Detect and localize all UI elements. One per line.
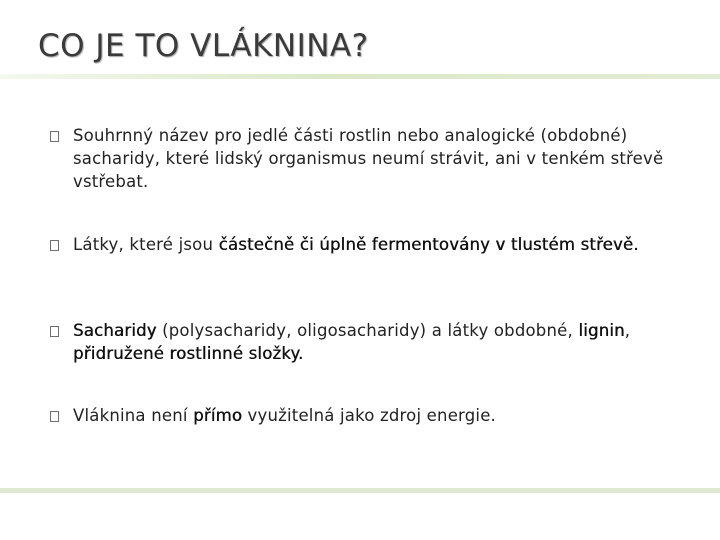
slide-title: CO JE TO VLÁKNINA? xyxy=(38,28,369,64)
bullet-3-text-plain-1: (polysacharidy, oligosacharidy) a látky obdobné, xyxy=(156,321,579,340)
bullet-4-text-plain-1: Vláknina není xyxy=(73,406,194,425)
bullet-text-3 xyxy=(73,319,673,365)
bullet-square-icon xyxy=(50,240,59,251)
bullet-3-text-plain-2: , xyxy=(624,321,631,340)
bullet-4-text-plain-2: využitelná jako zdroj energie. xyxy=(242,406,496,425)
bullet-2-text-plain: Látky, které jsou xyxy=(73,235,219,254)
bullet-text-4 xyxy=(73,404,673,427)
bullet-2-text-emphasis: částečně či úplně fermentovány v tlustém střevě. xyxy=(218,235,639,254)
bullet-3-text-emphasis-3: přidružené rostlinné složky. xyxy=(73,344,304,363)
bullet-1-text: Souhrnný název pro jedlé části rostlin nebo analogické (obdobné) sacharidy, které lidský organismus neumí strávit, ani v tenkém střevě vstřebat. xyxy=(73,126,664,191)
title-divider xyxy=(0,74,720,79)
bullet-3-text-emphasis-2: lignin xyxy=(578,321,625,340)
bullet-square-icon xyxy=(50,411,59,422)
bullet-3-text-emphasis-1: Sacharidy xyxy=(73,321,157,340)
bullet-4-text-emphasis: přímo xyxy=(193,406,243,425)
bullet-square-icon xyxy=(50,131,59,142)
bullet-text-1 xyxy=(73,124,673,193)
footer-divider xyxy=(0,488,720,493)
bullet-text-2 xyxy=(73,233,673,256)
bullet-square-icon xyxy=(50,326,59,337)
